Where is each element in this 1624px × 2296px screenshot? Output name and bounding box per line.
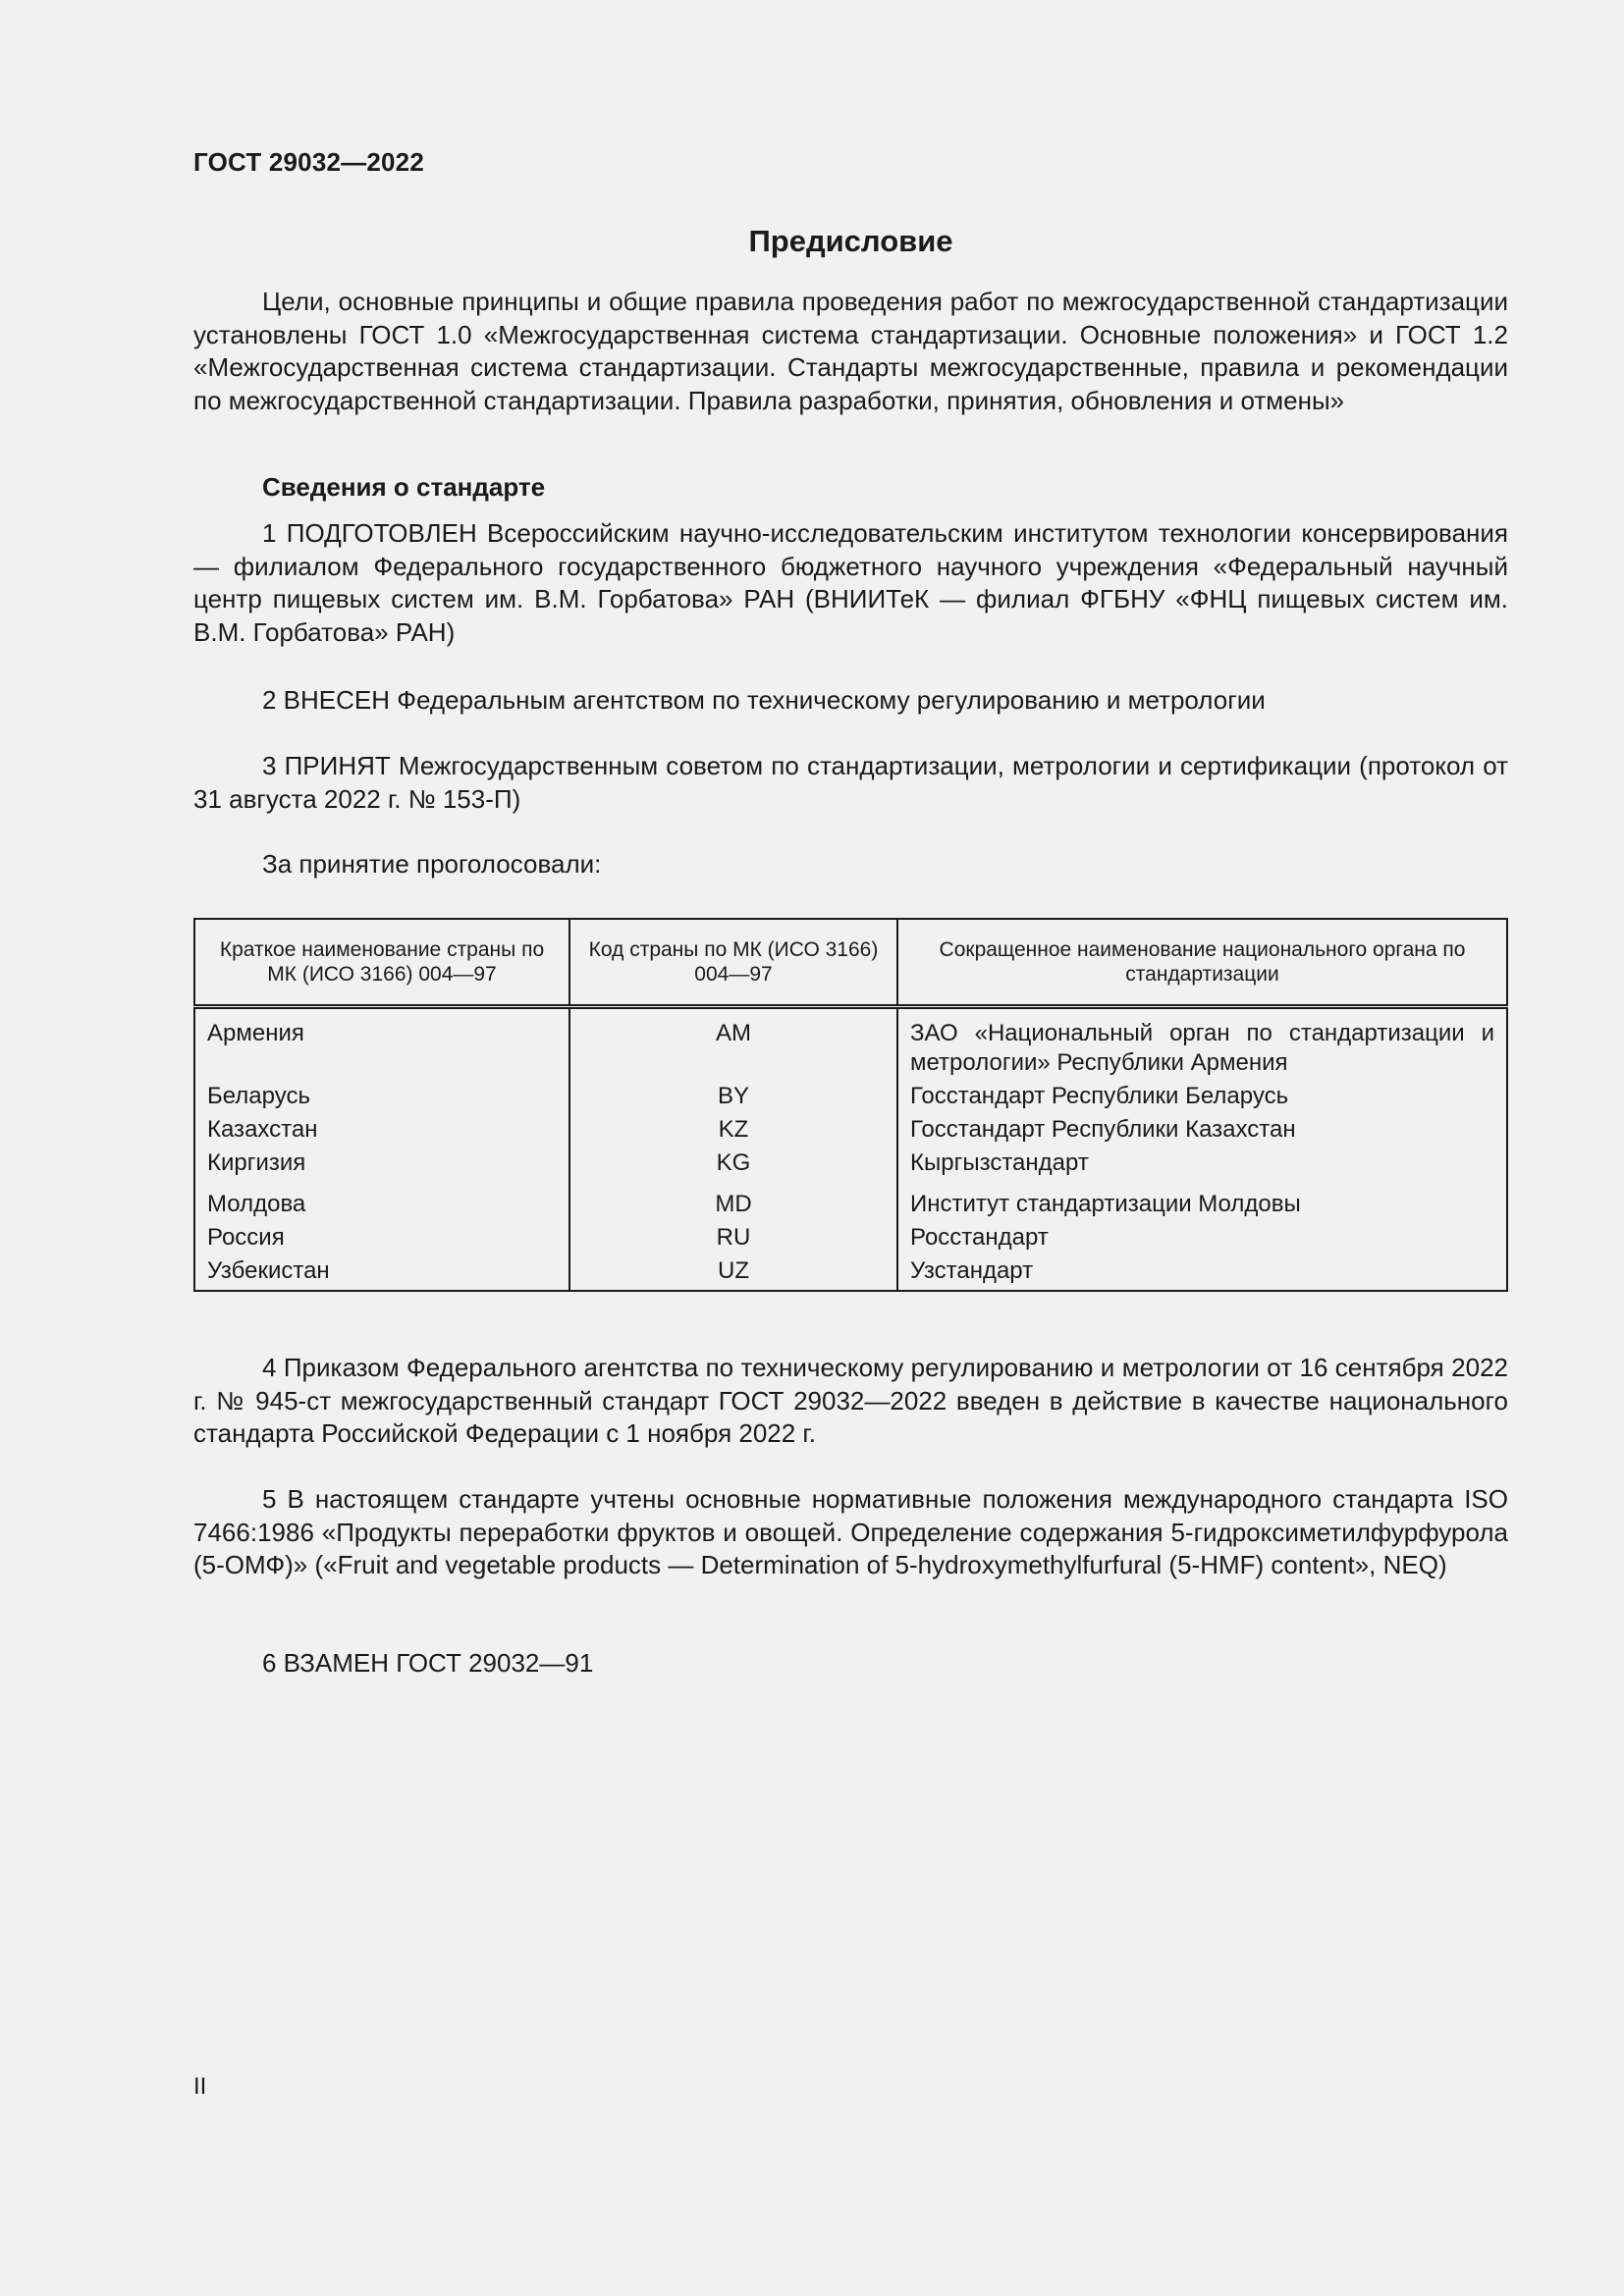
column-header-national-body: Сокращенное наименование национального органа по стандартизации (897, 919, 1507, 1007)
cell-code: UZ (569, 1253, 897, 1291)
cell-country: Казахстан (194, 1111, 569, 1145)
table-row (194, 1111, 1507, 1145)
table-row (194, 1007, 1507, 1079)
table-row (194, 1178, 1507, 1219)
cell-code: RU (569, 1219, 897, 1253)
item-5-paragraph: 5 В настоящем стандарте учтены основные нормативные положения международного стандарта ISO 7466:1986 «Продукты переработки фруктов и овощей. Определение содержания 5-гидроксиметилфурфурола (5-ОМФ)» («Fruit and vegetable products — Determination of 5-hydroxymethylfurfural (5-HMF) content», NEQ) (193, 1484, 1508, 1579)
document-page (193, 0, 1508, 2296)
cell-body: Росстандарт (897, 1219, 1507, 1253)
column-header-country-code: Код страны по МК (ИСО 3166) 004—97 (569, 919, 897, 1007)
countries-table (193, 918, 1508, 1292)
item-6-paragraph: 6 ВЗАМЕН ГОСТ 29032—91 (262, 1648, 594, 1678)
table-row (194, 1219, 1507, 1253)
section-title: Предисловие (748, 224, 953, 258)
cell-country: Узбекистан (194, 1253, 569, 1291)
cell-code: MD (569, 1178, 897, 1219)
cell-body: Госстандарт Республики Казахстан (897, 1111, 1507, 1145)
cell-country: Киргизия (194, 1145, 569, 1178)
table-row (194, 1145, 1507, 1178)
item-2-paragraph: 2 ВНЕСЕН Федеральным агентством по техническому регулированию и метрологии (262, 685, 1266, 715)
cell-country: Россия (194, 1219, 569, 1253)
table-header-row (194, 919, 1507, 1007)
cell-code: KG (569, 1145, 897, 1178)
table-row (194, 1253, 1507, 1291)
column-header-country-name: Краткое наименование страны по МК (ИСО 3166) 004—97 (194, 919, 569, 1007)
page-number: II (193, 2073, 207, 2100)
cell-body: ЗАО «Национальный орган по стандартизации и метрологии» Республики Армения (897, 1007, 1507, 1079)
cell-code: AM (569, 1007, 897, 1079)
cell-code: BY (569, 1078, 897, 1111)
cell-body: Кыргызстандарт (897, 1145, 1507, 1178)
intro-paragraph: Цели, основные принципы и общие правила проведения работ по межгосударственной стандартизации установлены ГОСТ 1.0 «Межгосударственная система стандартизации. Основные положения» и ГОСТ 1.2 «Межгосударственная система стандартизации. Стандарты межгосударственные, правила и рекомендации по межгосударственной стандартизации. Правила разработки, принятия, обновления и отмены» (193, 287, 1508, 415)
item-1-paragraph: 1 ПОДГОТОВЛЕН Всероссийским научно-исследовательским институтом технологии консервирования — филиалом Федерального государственного бюджетного научного учреждения «Федеральный научный центр пищевых систем им. В.М. Горбатова» РАН (ВНИИТеК — филиал ФГБНУ «ФНЦ пищевых систем им. В.М. Горбатова» РАН) (193, 518, 1508, 647)
cell-code: KZ (569, 1111, 897, 1145)
cell-body: Узстандарт (897, 1253, 1507, 1291)
document-code: ГОСТ 29032—2022 (193, 147, 424, 177)
table-row (194, 1078, 1507, 1111)
cell-body: Институт стандартизации Молдовы (897, 1178, 1507, 1219)
cell-country: Молдова (194, 1178, 569, 1219)
voted-label: За принятие проголосовали: (262, 849, 602, 879)
subheading-standard-info: Сведения о стандарте (262, 472, 546, 502)
item-4-paragraph: 4 Приказом Федерального агентства по техническому регулированию и метрологии от 16 сентября 2022 г. № 945-ст межгосударственный стандарт ГОСТ 29032—2022 введен в действие в качестве национального стандарта Российской Федерации с 1 ноября 2022 г. (193, 1353, 1508, 1448)
cell-country: Армения (194, 1007, 569, 1079)
cell-body: Госстандарт Республики Беларусь (897, 1078, 1507, 1111)
item-3-paragraph: 3 ПРИНЯТ Межгосударственным советом по стандартизации, метрологии и сертификации (протокол от 31 августа 2022 г. № 153-П) (193, 751, 1508, 814)
cell-country: Беларусь (194, 1078, 569, 1111)
